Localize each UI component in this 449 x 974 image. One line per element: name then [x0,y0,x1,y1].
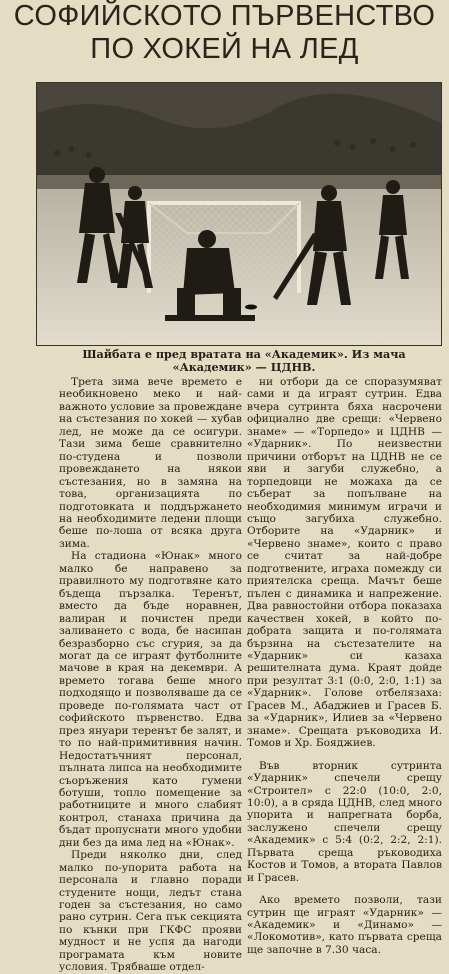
article-right-column [247,376,442,956]
paragraph: Ако времето позволи, тази сутрин ще играят «Ударник» — «Академик» и «Динамо» — «Локомотив», като първата среща ще започне в 7.30 часа. [247,894,442,956]
paragraph: Във вторник сутринта «Ударник» спечели срещу «Строител» с 22:0 (10:0, 2:0, 10:0), а в сряда ЦДНВ, след много упорита и напрегната борба, заслужено спечели срещу «Академик» с 5:4 (0:2, 2:2, 2:1). Първата среща ръководиха Костов и Томов, а втората Павлов и Грасев. [247,759,442,884]
paragraph: На стадиона «Юнак» много малко бе направено за правилното му подготвяне като бъдеща пързалка. Теренът, вместо да бъде норавнен, валиран и почистен преди заливането с вода, бе насипан безразборно със сгурия, за да могат да се играят футболните мачове в края на декември. А времето тогава беше много подходящо и позволяваше да се проведе по-голямата част от софийското първенство. Едва през януари теренът бе залят, и то по най-примитивния начин. Недостатъчният персонал, пълната липса на необходимите съоръжения като гумени ботуши, топло помещение за работниците и много слабият контрол, станаха причина да бъдат пропуснати много удобни дни без да има лед на «Юнак». [59,550,242,849]
puck [245,305,257,310]
paragraph: Трета зима вече времето е необикновено меко и най-важното условие за провеждане на състезания по хокей — хубав лед, не може да се осигури. Тази зима беше сравнително по-студена и позволи провеждането на някои състезания, но в замяна на това, организацията по подготовката и поддържането на необходимите ледени площи беше по-лоша от всяка друга зима. [59,376,242,550]
headline-line-1: СОФИЙСКОТО ПЪРВЕНСТВО [13,0,436,32]
paragraph: ни отбори да се споразумяват сами и да играят сутрин. Едва вчера сутринта бяха насрочени официално две срещи: «Червено знаме» — «Торпедо» и ЦДНВ — «Ударник». По неизвестни причини отборът на ЦДНВ не се яви и загуби служебно, а торпедовци не можаха да се съберат за попълване на необходимия минимум играчи и също загубиха служебно. Отборите на «Ударник» и «Червено знаме», които с право се считат за най-добре подготвените, играха помежду си приятелска среща. Мачът беше пълен с динамика и напрежение. Два равностойни отбора показаха качествен хокей, в който по-добрата защита и по-голямата бързина на състезателите на «Ударник» си казаха решителната дума. Краят дойде при резултат 3:1 (0:0, 2:0, 1:1) за «Ударник». Голове отбелязаха: Грасев М., Абаджиев и Грасев Б. за «Ударник», Илиев за «Червено знаме». Срещата ръководиха И. Томов и Хр. Бояджиев. [247,376,442,750]
photo-caption: Шайбата е пред вратата на «Академик». Из мача «Академик» — ЦДНВ. [82,347,406,374]
headline-line-2: ПО ХОКЕЙ НА ЛЕД [90,33,359,65]
headline [0,0,449,66]
paragraph: Преди няколко дни, след малко по-упорита работа на персонала и главно поради студените нощи, ледът стана годен за състезания, но само рано сутрин. Сега пък секцията по кънки при ГКФС прояви мудност и не успя да нагоди програмата към новите условия. Трябваше отдел- [59,849,242,974]
article-left-column [59,376,242,974]
hockey-photo [36,82,442,346]
